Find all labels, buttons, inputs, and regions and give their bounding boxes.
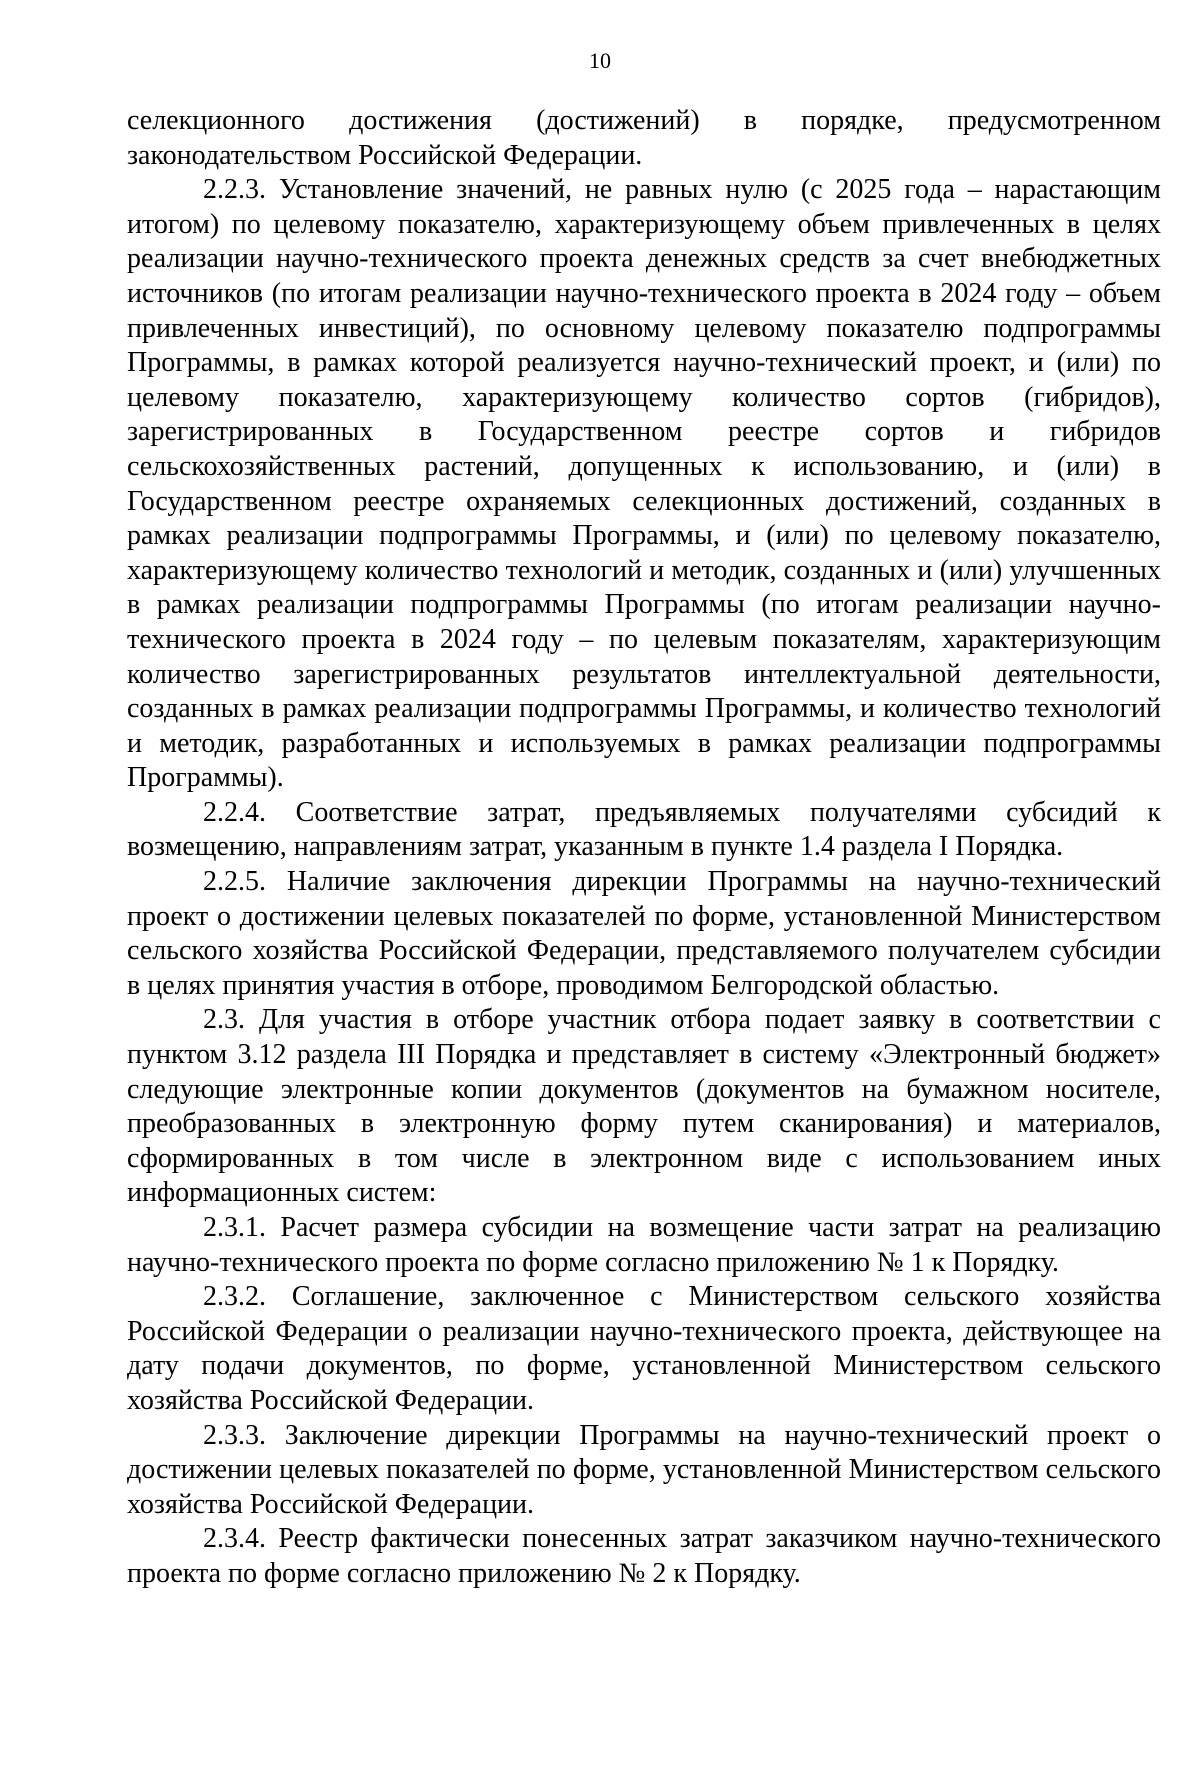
paragraph-2-2-3: 2.2.3. Установление значений, не равных нулю (с 2025 года – нарастающим итогом) по целевому показателю, характеризующему объем привлеченных в целях реализации научно-технического проекта денежных средств за счет внебюджетных источников (по итогам реализации научно-технического проекта в 2024 году – объем привлеченных инвестиций), по основному целевому показателю подпрограммы Программы, в рамках которой реализуется научно-технический проект, и (или) по целевому показателю, характеризующему количество сортов (гибридов), зарегистрированных в Государственном реестре сортов и гибридов сельскохозяйственных растений, допущенных к использованию, и (или) в Государственном реестре охраняемых селекционных достижений, созданных в рамках реализации подпрограммы Программы, и (или) по целевому показателю, характеризующему количество технологий и методик, созданных и (или) улучшенных в рамках реализации подпрограммы Программы (по итогам реализации научно-технического проекта в 2024 году – по целевым показателям, характеризующим количество зарегистрированных результатов интеллектуальной деятельности, созданных в рамках реализации подпрограммы Программы, и количество технологий и методик, разработанных и используемых в рамках реализации подпрограммы Программы). (127, 174, 1161, 794)
paragraph-2-3-2: 2.3.2. Соглашение, заключенное с Министерством сельского хозяйства Российской Федерации о реализации научно-технического проекта, действующее на дату подачи документов, по форме, установленной Министерством сельского хозяйства Российской Федерации. (127, 1281, 1161, 1416)
page-number: 10 (589, 48, 611, 73)
document-body (127, 104, 1161, 1592)
paragraph-continuation: селекционного достижения (достижений) в порядке, предусмотренном законодательством Российской Федерации. (127, 105, 1161, 171)
paragraph-2-3-1: 2.3.1. Расчет размера субсидии на возмещение части затрат на реализацию научно-технического проекта по форме согласно приложению № 1 к Порядку. (127, 1212, 1161, 1278)
paragraph-2-3-4: 2.3.4. Реестр фактически понесенных затрат заказчиком научно-технического проекта по форме согласно приложению № 2 к Порядку. (127, 1523, 1161, 1589)
paragraph-2-3: 2.3. Для участия в отборе участник отбора подает заявку в соответствии с пунктом 3.12 раздела III Порядка и представляет в систему «Электронный бюджет» следующие электронные копии документов (документов на бумажном носителе, преобразованных в электронную форму путем сканирования) и материалов, сформированных в том числе в электронном виде с использованием иных информационных систем: (127, 1004, 1161, 1209)
paragraph-2-3-3: 2.3.3. Заключение дирекции Программы на научно-технический проект о достижении целевых показателей по форме, установленной Министерством сельского хозяйства Российской Федерации. (127, 1419, 1161, 1520)
paragraph-2-2-4: 2.2.4. Соответствие затрат, предъявляемых получателями субсидий к возмещению, направлениям затрат, указанным в пункте 1.4 раздела I Порядка. (127, 796, 1161, 863)
paragraph-2-2-5: 2.2.5. Наличие заключения дирекции Программы на научно-технический проект о достижении целевых показателей по форме, установленной Министерством сельского хозяйства Российской Федерации, представляемого получателем субсидии в целях принятия участия в отборе, проводимом Белгородской областью. (127, 866, 1161, 1001)
